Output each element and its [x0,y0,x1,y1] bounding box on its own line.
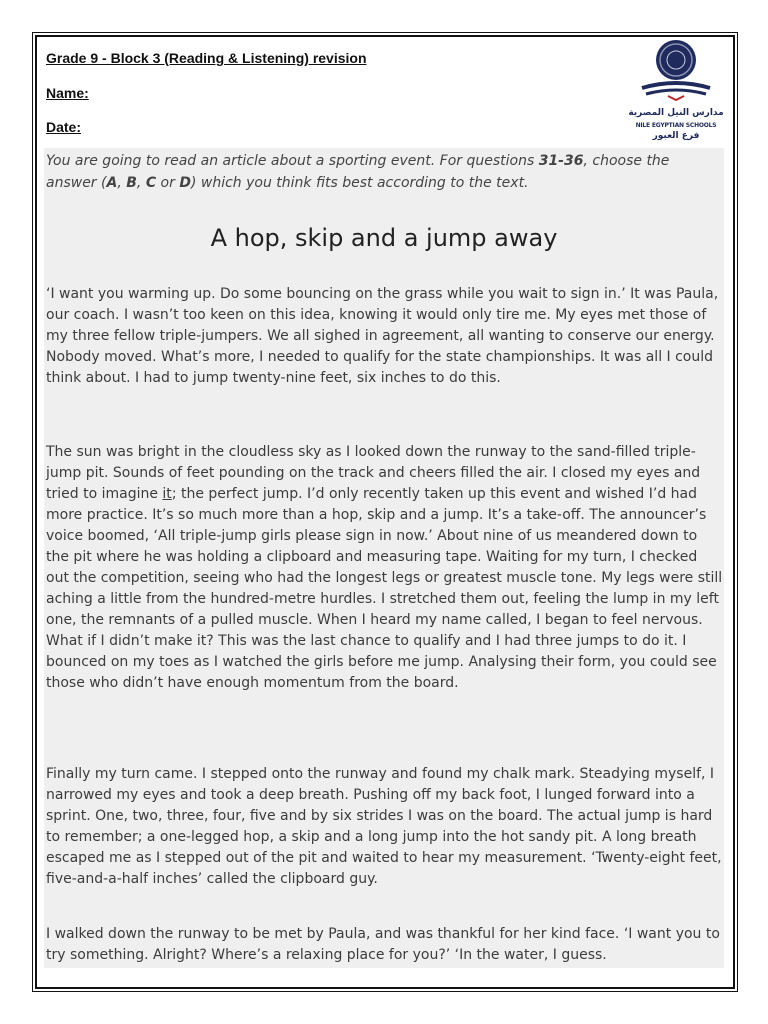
task-instructions [46,150,722,194]
instructions-text: , choose the answer ( [46,153,670,191]
separator: , [136,175,146,191]
option-b: B [126,175,137,191]
instructions-text: ) which you think fits best according to the text. [190,175,529,191]
logo-arabic-name: مدارس النيل المصرية [628,108,724,118]
article-paragraph-2 [46,442,724,694]
paragraph-text: ; the perfect jump. I’d only recently taken up this event and wished I’d had more practice. It’s so much more than a hop, skip and a jump. It’s a take-off. The announcer’s voice boomed, ‘All triple-jump girls please sign in now.’ About nine of us meandered down to the pit where he was holding a clipboard and measuring tape. Waiting for my turn, I checked out the competition, seeing who had the longest legs or greatest muscle tone. My legs were still aching a little from the hundred-metre hurdles. I stretched them out, feeling the lump in my left one, the remnants of a pulled muscle. When I heard my name called, I began to feel nervous. What if I didn’t make it? This was the last chance to qualify and I had three jumps to do it. I bounced on my toes as I watched the girls before me jump. Analysing their form, you could see those who didn’t have enough momentum from the board. [46,486,723,691]
article-title: A hop, skip and a jump away [210,224,558,252]
reading-passage-area [44,148,724,968]
option-a: A [106,175,118,191]
school-emblem-icon [628,38,724,108]
separator: , [117,175,127,191]
article-paragraph-1: ‘I want you warming up. Do some bouncing on the grass while you wait to sign in.’ It was Paula, our coach. I wasn’t too keen on this idea, knowing it would only tire me. My eyes met those of my three fellow triple-jumpers. We all sighed in agreement, all wanting to conserve our energy. Nobody moved. What’s more, I needed to qualify for the state championships. It was all I could think about. I had to jump twenty-nine feet, six inches to do this. [46,286,719,386]
option-d: D [179,175,191,191]
logo-english-name: NILE EGYPTIAN SCHOOLS [635,122,717,129]
school-logo [628,38,724,150]
underlined-word: it [162,486,172,502]
option-c: C [145,175,157,191]
question-range: 31-36 [538,153,584,169]
worksheet-title: Grade 9 - Block 3 (Reading & Listening) revision [46,50,367,66]
date-label: Date: [46,119,82,135]
name-label: Name: [46,85,89,101]
instructions-text: You are going to read an article about a sporting event. For questions [46,153,539,169]
article-paragraph-4: I walked down the runway to be met by Paula, and was thankful for her kind face. ‘I want you to try something. Alright? Where’s a relaxing place for you?’ ‘In the water, I guess. [46,926,720,963]
logo-branch-name: فرع العبور [652,131,700,141]
paragraph-text: The sun was bright in the cloudless sky as I looked down the runway to the sand-filled triple-jump pit. Sounds of feet pounding on the track and cheers filled the air. I closed my eyes and tried to imagine [46,444,701,502]
article-paragraph-3: Finally my turn came. I stepped onto the runway and found my chalk mark. Steadying myself, I narrowed my eyes and took a deep breath. Pushing off my back foot, I lunged forward into a sprint. One, two, three, four, five and by six strides I was on the board. The actual jump is hard to remember; a one-legged hop, a skip and a long jump into the hot sandy pit. A long breath escaped me as I stepped out of the pit and waited to hear my measurement. ‘Twenty-eight feet, five-and-a-half inches’ called the clipboard guy. [46,766,722,887]
separator: or [156,175,180,191]
